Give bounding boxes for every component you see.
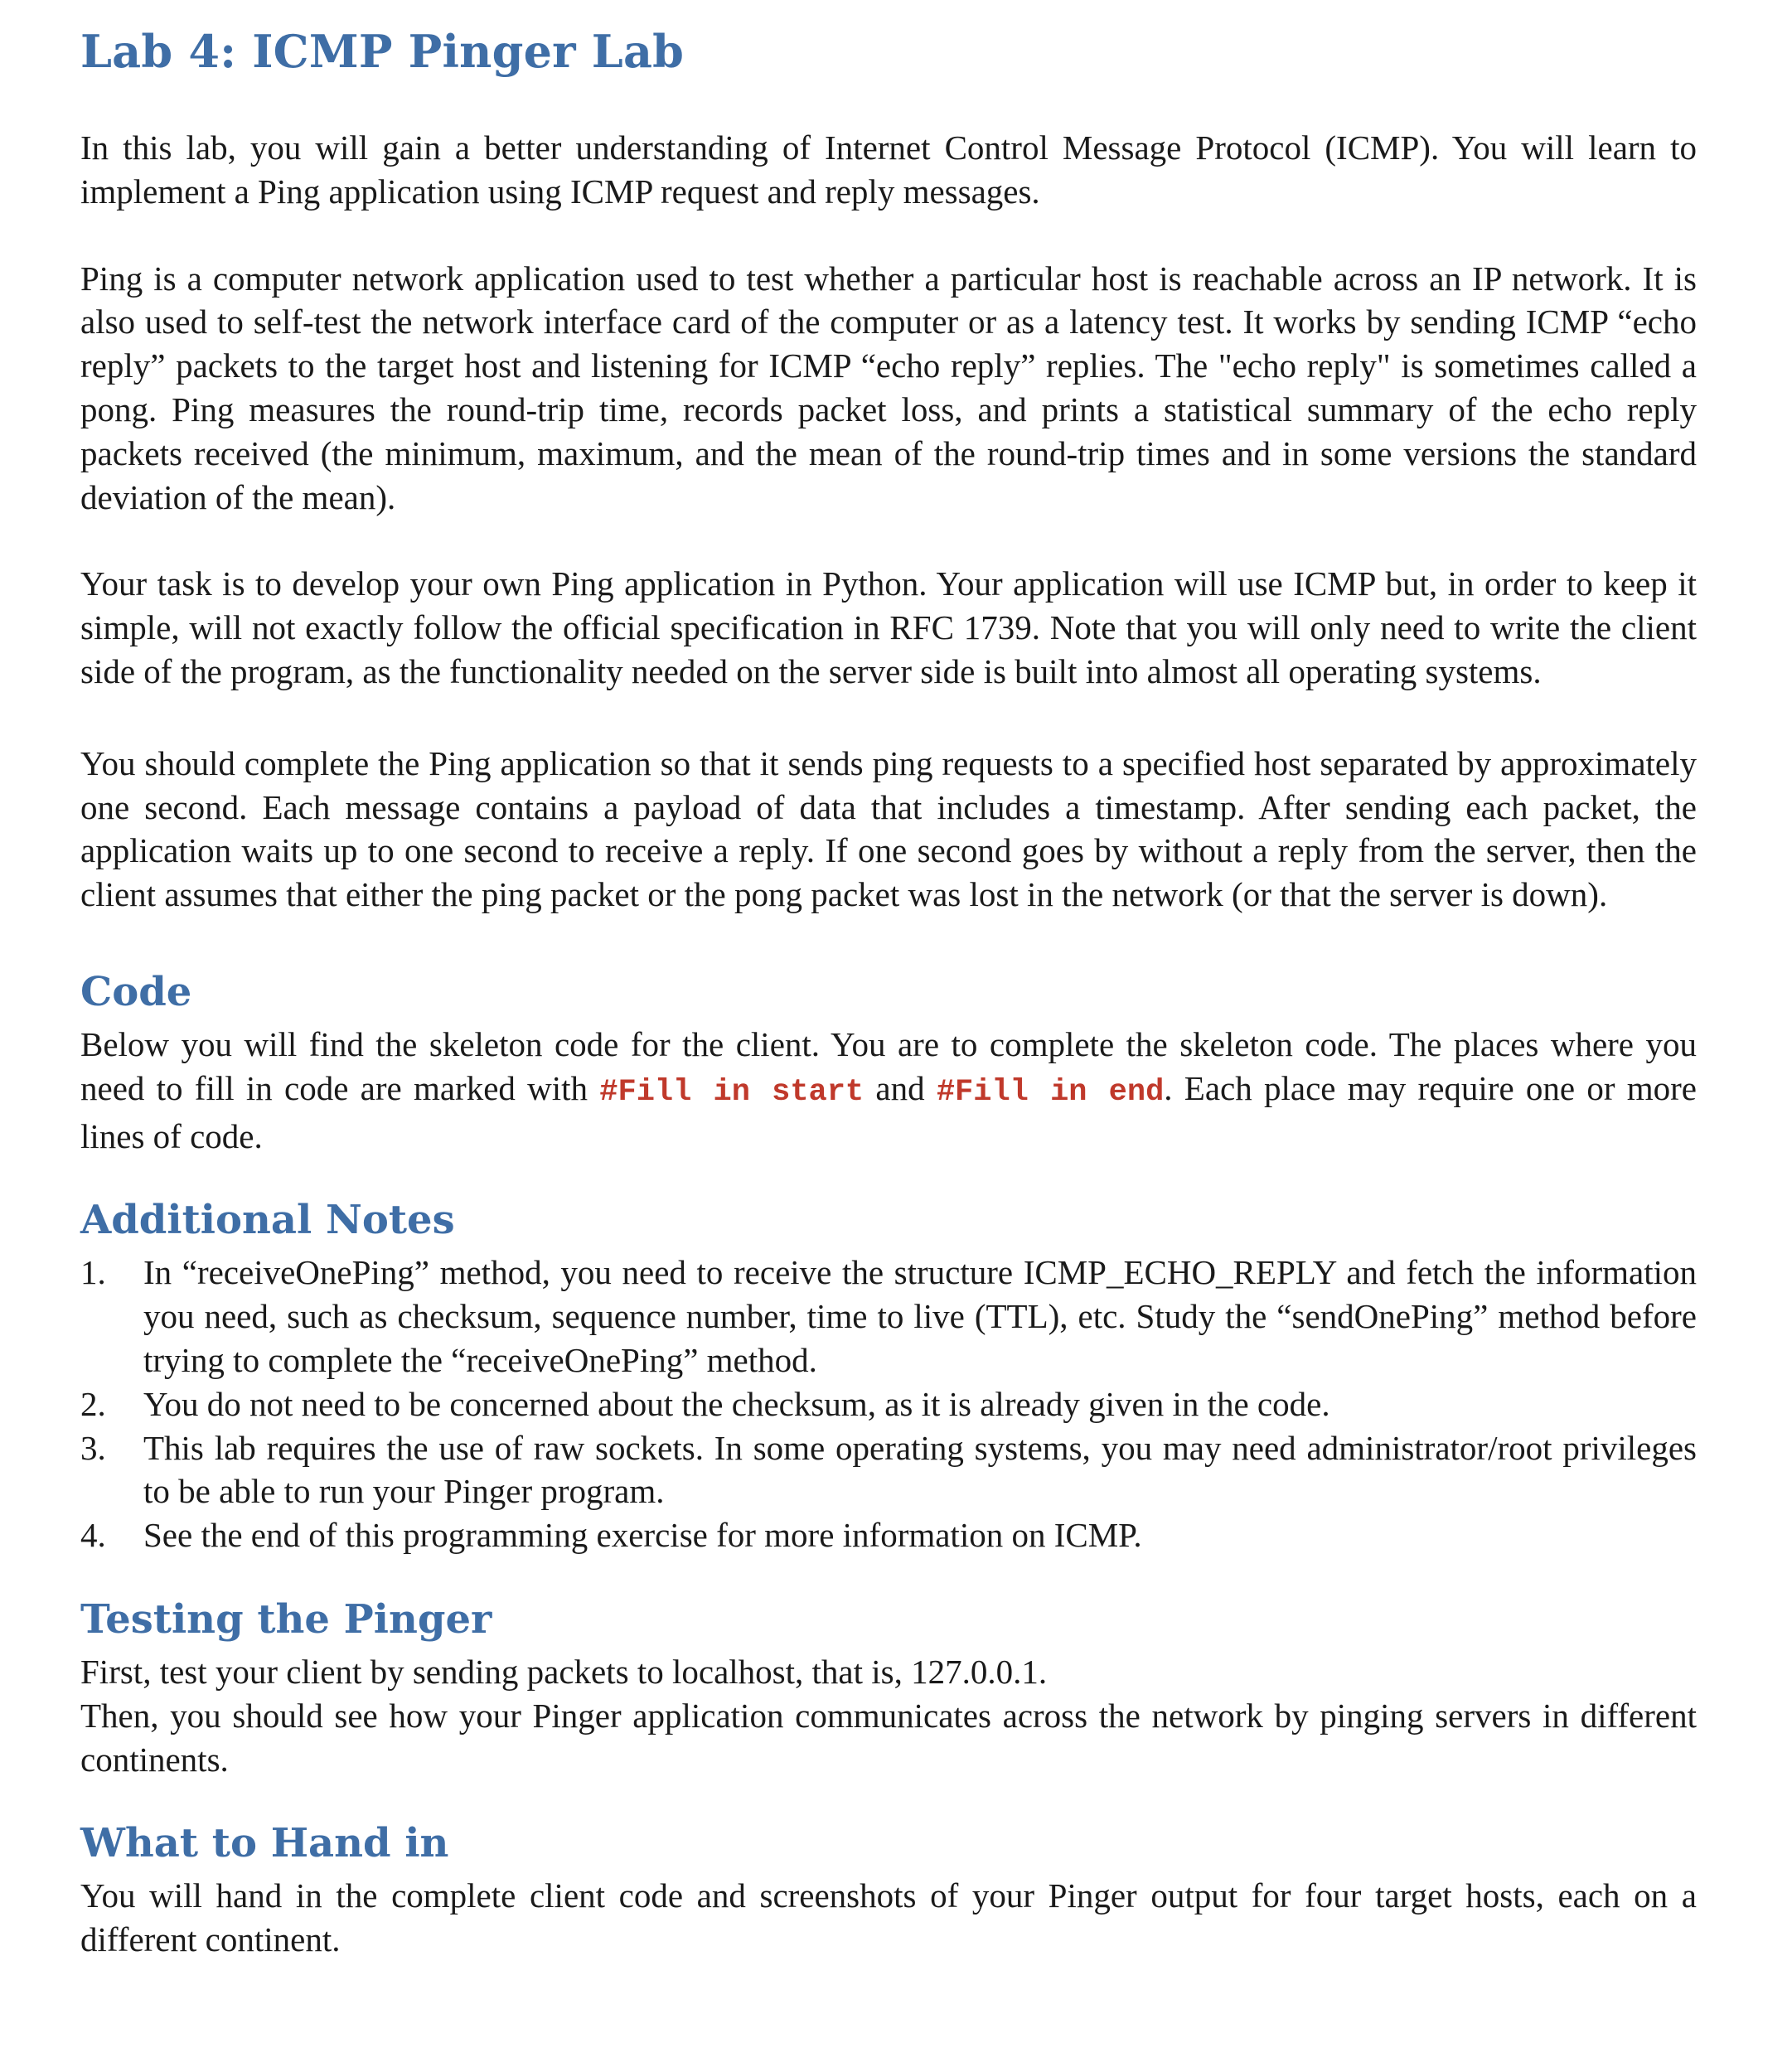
intro-paragraph-4: You should complete the Ping application so that it sends ping requests to a specified host separated by approximately one second. Each message contains a payload of data that includes a timestamp. After sending each packet, the application waits up to one second to receive a reply. If one second goes by without a reply from the server, then the client assumes that either the ping packet or the pong packet was lost in the network (or that the server is down). [80, 743, 1697, 914]
intro-paragraph-1: In this lab, you will gain a better understanding of Internet Control Message Protocol (ICMP). You will learn to implement a Ping application using ICMP request and reply messages. [80, 128, 1697, 211]
code-paragraph [80, 1023, 1697, 1158]
fill-in-start-marker: #Fill in start [599, 1074, 865, 1110]
page-title: Lab 4: ICMP Pinger Lab [80, 25, 685, 78]
testing-line-2: Then, you should see how your Pinger application communicates across the network by pinging servers in different continents. [80, 1696, 1697, 1779]
note-text: See the end of this programming exercise for more information on ICMP. [143, 1516, 1142, 1555]
notes-list [80, 1251, 1697, 1557]
note-number: 4. [80, 1516, 106, 1555]
code-text-after: . Each place may require one or more lines of code. [80, 1068, 1697, 1155]
code-text-before: Below you will find the skeleton code for the client. You are to complete the skeleton code. The places where you need to fill in code are marked with [80, 1024, 1697, 1107]
hand-in-heading: What to Hand in [80, 1820, 449, 1867]
hand-in-paragraph: You will hand in the complete client code and screenshots of your Pinger output for four target hosts, each on a different continent. [80, 1876, 1697, 1959]
document-page [80, 0, 1697, 1962]
fill-in-end-marker: #Fill in end [936, 1074, 1165, 1110]
intro-paragraph-2: Ping is a computer network application used to test whether a particular host is reachable across an IP network. It is also used to self-test the network interface card of the computer or as a latency test. It works by sending ICMP “echo reply” packets to the target host and listening for ICMP “echo reply” replies. The "echo reply" is sometimes called a pong. Ping measures the round-trip time, records packet loss, and prints a statistical summary of the echo reply packets received (the minimum, maximum, and the mean of the round-trip times and in some versions the standard deviation of the mean). [80, 259, 1697, 516]
note-text: This lab requires the use of raw sockets. In some operating systems, you may need administrator/root privileges to be able to run your Pinger program. [143, 1428, 1697, 1511]
testing-heading: Testing the Pinger [80, 1595, 492, 1643]
note-item-3 [80, 1426, 1697, 1514]
note-item-1 [80, 1251, 1697, 1382]
note-number: 2. [80, 1384, 106, 1423]
code-text-middle: and [864, 1068, 937, 1107]
note-item-2 [80, 1382, 1697, 1426]
testing-line-1: First, test your client by sending packets to localhost, that is, 127.0.0.1. [80, 1652, 1048, 1691]
note-number: 3. [80, 1428, 106, 1467]
note-item-4 [80, 1513, 1697, 1557]
note-number: 1. [80, 1253, 106, 1292]
note-text: You do not need to be concerned about the checksum, as it is already given in the code. [143, 1384, 1330, 1423]
code-heading: Code [80, 968, 192, 1015]
additional-notes-heading: Additional Notes [80, 1197, 455, 1244]
note-text: In “receiveOnePing” method, you need to receive the structure ICMP_ECHO_REPLY and fetch the information you need, such as checksum, sequence number, time to live (TTL), etc. Study the “sendOnePing” method before trying to complete the “receiveOnePing” method. [143, 1253, 1697, 1379]
intro-paragraph-3: Your task is to develop your own Ping application in Python. Your application will use ICMP but, in order to keep it simple, will not exactly follow the official specification in RFC 1739. Note that you will only need to write the client side of the program, as the functionality needed on the server side is built into almost all operating systems. [80, 564, 1697, 690]
